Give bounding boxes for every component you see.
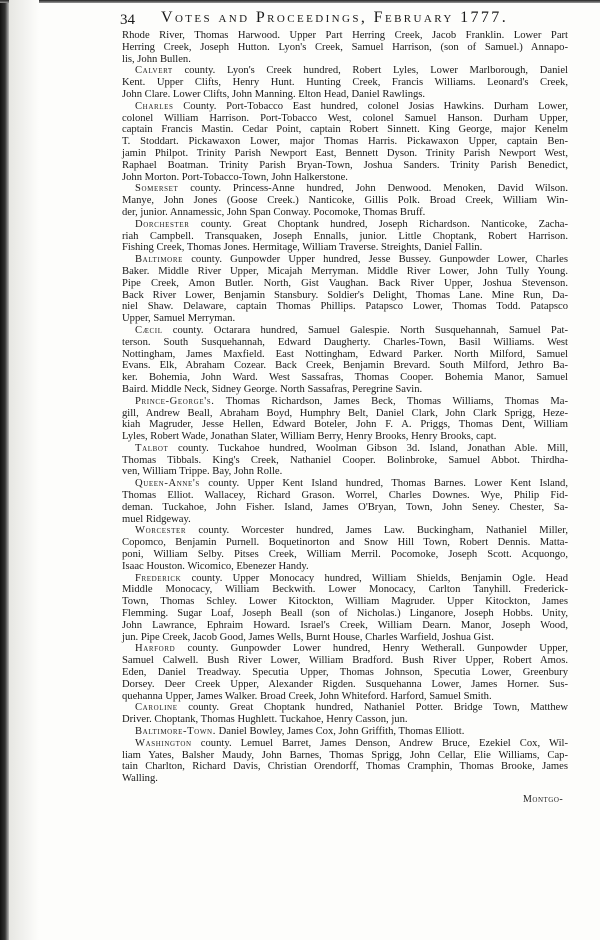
county-heading: Queen-Anne's — [135, 478, 200, 490]
line-text: Kent. Upper Clifts, Henry Hunt. Hunting Creek, Francis Williams. Leonard's Creek, — [122, 77, 568, 89]
text-line — [122, 726, 568, 738]
line-text: county. Great Choptank hundred, Nathaniel Potter. Bridge Town, Matthew — [177, 702, 568, 714]
line-text: Upper, Samuel Merryman. — [122, 313, 236, 325]
text-line — [122, 136, 568, 148]
line-text: Copomco, Benjamin Purnell. Boquetinorton and Snow Hill Town, Robert Dennis. Matta- — [122, 537, 568, 549]
line-text: Dorsey. Deer Creek Upper, Alexander Rigden. Susquehanna Lower, James Horner. Sus- — [122, 678, 568, 690]
text-line — [122, 325, 568, 337]
line-text: Herring Creek, Joseph Hutton. Lyon's Creek, Samuel Harrison, (son of Samuel.) Annapo- — [122, 41, 568, 53]
page-header — [118, 9, 570, 29]
line-text: Flemming. Sugar Loaf, Joseph Beall (son of Nicholas.) Linganore, Joseph Hobbs. Unity, — [122, 608, 568, 620]
line-text: county. Lyon's Creek hundred, Robert Lyles, Lower Marlborough, Daniel — [172, 65, 568, 77]
line-text: niel Shaw. Delaware, captain Thomas Phillips. Patapsco Lower, Thomas Todd. Patapsco — [122, 301, 568, 313]
line-text: gill, Andrew Beall, Abraham Boyd, Humphry Belt, Daniel Clark, John Clark Sprigg, Heze- — [122, 407, 568, 419]
county-heading: Dorchester — [135, 218, 190, 230]
line-text: colonel William Harrison. Port-Tobacco West, colonel Samuel Hanson. Durham Upper, — [122, 112, 568, 124]
text-line — [122, 337, 568, 349]
text-line — [122, 113, 568, 125]
line-text: Fishing Creek, Thomas Jones. Hermitage, William Traverse. Streights, Daniel Fallin. — [122, 242, 483, 254]
line-text: Manye, John Jones (Goose Creek.) Nanticoke, Gillis Polk. Broad Creek, William Win- — [122, 195, 568, 207]
county-paragraph — [122, 101, 568, 184]
line-text: deman. Tuckahoe, John Fisher. Island, James O'Bryan, Town, John Seney. Chester, Sa- — [122, 501, 568, 513]
text-line — [122, 608, 568, 620]
text-line — [122, 561, 568, 573]
text-line — [122, 77, 568, 89]
text-line — [122, 490, 568, 502]
line-text: Back River Lower, Benjamin Stansbury. Soldier's Delight, Thomas Lane. Mine Run, Da- — [122, 289, 568, 301]
running-title: Votes and Proceedings, February 1777. — [161, 9, 509, 26]
line-text: county. Octarara hundred, Samuel Galespie. North Susquehannah, Samuel Pat- — [162, 324, 568, 336]
county-paragraph — [122, 183, 568, 218]
line-text: Middle Monocacy, William Beckwith. Lower Monocacy, Carlton Tanyhill. Frederick- — [122, 584, 568, 596]
line-text: ven, William Trippe. Bay, John Rolle. — [122, 466, 283, 478]
page-number: 34 — [120, 12, 135, 28]
county-heading: Cæcil — [135, 324, 163, 336]
line-text: county. Tuckahoe hundred, Woolman Gibson 3d. Island, Jonathan Able. Mill, — [168, 442, 568, 454]
county-paragraph — [122, 443, 568, 478]
text-line — [122, 714, 568, 726]
county-paragraph — [122, 219, 568, 254]
line-text: Nottingham, James Maxfield. East Nottingham, Edward Parker. North Milford, Samuel — [122, 348, 568, 360]
county-heading: Somerset — [135, 183, 179, 195]
line-text: quehanna Upper, James Walker. Broad Creek, John Whiteford. Harford, Samuel Smith. — [122, 690, 492, 702]
line-text: Town, Thomas Schley. Lower Kitockton, William Magruder. Upper Kitockton, James — [122, 596, 568, 608]
text-line — [122, 278, 568, 290]
line-text: county. Worcester hundred, James Law. Buckingham, Nathaniel Miller, — [186, 525, 568, 537]
county-paragraph — [122, 525, 568, 572]
text-line — [122, 738, 568, 750]
county-heading: Charles — [135, 100, 174, 112]
text-line — [122, 761, 568, 773]
county-paragraph — [122, 396, 568, 443]
line-text: ker. Bohemia, John Ward. West Sassafras, Thomas Cooper. Bohemia Manor, Samuel — [122, 372, 568, 384]
text-line — [122, 643, 568, 655]
text-line — [122, 101, 568, 113]
text-line — [122, 691, 568, 703]
line-text: Lyles, Robert Wade, Jonathan Slater, William Berry, Henry Brooks, Henry Brooks, capt. — [122, 431, 497, 443]
county-paragraph — [122, 573, 568, 644]
text-line — [122, 301, 568, 313]
text-line — [122, 54, 568, 66]
county-paragraph — [122, 254, 568, 325]
text-line — [122, 419, 568, 431]
text-line — [122, 30, 568, 42]
text-line — [122, 231, 568, 243]
text-line — [122, 89, 568, 101]
text-line — [122, 183, 568, 195]
text-line — [122, 584, 568, 596]
line-text: tain Charlton, Richard Davis, Christian Orendorff, Thomas Cramphin, Thomas Brooke, James — [122, 761, 568, 773]
line-text: county. Gunpowder Lower hundred, Henry Wetherall. Gunpowder Upper, — [175, 643, 568, 655]
line-text: terson. South Susquehannah, Edward Daugherty. Charles-Town, Basil Williams. West — [122, 336, 568, 348]
text-line — [122, 219, 568, 231]
line-text: lis, John Bullen. — [122, 53, 191, 65]
line-text: Pipe Creek, Amon Butler. North, Gist Vaughan. Back River Upper, Joshua Stevenson. — [122, 277, 568, 289]
line-text: riah Campbell. Transquaken, Joseph Ennalls, junior. Little Choptank, Robert Harrison. — [122, 230, 568, 242]
text-line — [122, 525, 568, 537]
text-line — [122, 596, 568, 608]
line-text: Raphael Boatman. Trinity Parish Bryan-Town, Joshua Sanders. Trinity Parish Benedict, — [122, 159, 568, 171]
text-line — [122, 455, 568, 467]
line-text: Isaac Houston. Wicomico, Ebenezer Handy. — [122, 560, 309, 572]
county-paragraph — [122, 643, 568, 702]
text-line — [122, 679, 568, 691]
line-text: Walling. — [122, 773, 158, 785]
line-text: Baker. Middle River Upper, Micajah Merryman. Middle River Lower, John Tully Young. — [122, 265, 568, 277]
scan-border-left — [0, 0, 9, 940]
county-paragraph — [122, 325, 568, 396]
county-paragraph — [122, 65, 568, 100]
text-line — [122, 349, 568, 361]
line-text: County. Port-Tobacco East hundred, colonel Josias Hawkins. Durham Lower, — [173, 100, 568, 112]
text-line — [122, 65, 568, 77]
text-line — [122, 266, 568, 278]
county-heading: Talbot — [135, 442, 169, 454]
text-line — [122, 750, 568, 762]
county-paragraph — [122, 738, 568, 785]
county-heading: Calvert — [135, 65, 173, 77]
county-paragraph — [122, 702, 568, 726]
line-text: der, junior. Annamessic, John Span Conway. Pocomoke, Thomas Bruff. — [122, 206, 426, 218]
text-line — [122, 443, 568, 455]
line-text: Eden, Daniel Treadway. Specutia Upper, Thomas Johnson, Specutia Lower, Greenbury — [122, 667, 568, 679]
line-text: muel Ridgeway. — [122, 513, 191, 525]
scan-border-top — [0, 0, 600, 3]
county-paragraph — [122, 726, 568, 738]
line-text: kiah Magruder, Jesse Hellen, Edward Boteler, John F. A. Priggs, Thomas Dent, William — [122, 419, 568, 431]
line-text: jun. Pipe Creek, Jacob Good, James Wells, Burnt House, Charles Warfield, Joshua Gist. — [122, 631, 494, 643]
county-heading: Frederick — [135, 572, 182, 584]
catchword: Montgo- — [523, 794, 564, 805]
text-line — [122, 408, 568, 420]
text-line — [122, 620, 568, 632]
line-text: jamin Philpot. Trinity Parish Newport East, Bennett Dyson. Trinity Parish Newport West, — [122, 147, 568, 159]
line-text: county. Great Choptank hundred, Joseph Richardson. Nanticoke, Zacha- — [189, 218, 568, 230]
line-text: John Morton. Port-Tobacco-Town, John Halkerstone. — [122, 171, 348, 183]
text-line — [122, 242, 568, 254]
line-text: Thomas Elliot. Wallacey, Richard Grason. Worrel, Charles Downes. Wye, Philip Fid- — [122, 490, 568, 502]
text-line — [122, 207, 568, 219]
text-line — [122, 502, 568, 514]
text-line — [122, 667, 568, 679]
line-text: Samuel Calwell. Bush River Lower, William Bradford. Bush River Upper, Robert Amos. — [122, 655, 568, 667]
text-line — [122, 466, 568, 478]
line-text: county. Princess-Anne hundred, John Denwood. Menoken, David Wilson. — [178, 183, 568, 195]
line-text: county. Upper Kent Island hundred, Thomas Barnes. Lower Kent Island, — [199, 478, 568, 490]
line-text: county. Lemuel Barret, James Denson, Andrew Bruce, Ezekiel Cox, Wil- — [191, 737, 568, 749]
text-line — [122, 360, 568, 372]
line-text: T. Stoddart. Pickawaxon Lower, major Thomas Harris. Pickawaxon Upper, captain Ben- — [122, 136, 568, 148]
document-body — [122, 30, 568, 785]
county-heading: Baltimore — [135, 254, 183, 266]
line-text: Rhode River, Thomas Harwood. Upper Part Herring Creek, Jacob Franklin. Lower Part — [122, 30, 568, 41]
line-text: Thomas Richardson, James Beck, Thomas Williams, Thomas Ma- — [214, 395, 568, 407]
text-line — [122, 702, 568, 714]
line-text: captain Francis Mastin. Cedar Point, captain Robert Sinnett. King George, major Kenelm — [122, 124, 568, 136]
text-line — [122, 160, 568, 172]
text-line — [122, 254, 568, 266]
text-line — [122, 478, 568, 490]
line-text: John Clare. Lower Clifts, John Manning. Elton Head, Daniel Rawlings. — [122, 88, 426, 100]
text-line — [122, 124, 568, 136]
text-line — [122, 372, 568, 384]
text-line — [122, 573, 568, 585]
text-line — [122, 773, 568, 785]
line-text: Daniel Bowley, James Cox, John Griffith, Thomas Elliott. — [215, 726, 465, 738]
county-heading: Prince-George's. — [135, 395, 215, 407]
text-line — [122, 431, 568, 443]
text-line — [122, 42, 568, 54]
line-text: Thomas Tibbals. King's Creek, Nathaniel Cooper. Bolinbroke, Samuel Abbot. Thirdha- — [122, 454, 568, 466]
line-text: county. Gunpowder Upper hundred, Jesse Bussey. Gunpowder Lower, Charles — [183, 254, 568, 266]
text-line — [122, 549, 568, 561]
line-text: poni, William Selby. Pitses Creek, William Merril. Pocomoke, Joseph Scott. Acquongo, — [122, 549, 568, 561]
text-line — [122, 290, 568, 302]
county-heading: Caroline — [135, 702, 178, 714]
text-line — [122, 632, 568, 644]
line-text: John Lawrance, Ephraim Howard. Israel's Creek, William Dearn. Manor, Joseph Wood, — [122, 619, 568, 631]
text-line — [122, 537, 568, 549]
county-heading: Harford — [135, 643, 176, 655]
text-line — [122, 195, 568, 207]
county-heading: Worcester — [135, 525, 187, 537]
county-paragraph — [122, 30, 568, 65]
text-line — [122, 313, 568, 325]
text-line — [122, 172, 568, 184]
line-text: Baird. Middle Neck, Sidney George. North Sassafras, Peregrine Savin. — [122, 383, 423, 395]
county-paragraph — [122, 478, 568, 525]
text-line — [122, 148, 568, 160]
county-heading: Baltimore-Town. — [135, 726, 216, 738]
county-heading: Washington — [135, 737, 192, 749]
text-line — [122, 514, 568, 526]
line-text: liam Yates, Balsher Maudy, John Barnes, Thomas Sprigg, John Cellar, Elie Williams, Cap- — [122, 749, 568, 761]
page-gutter-shadow — [9, 0, 39, 940]
line-text: Driver. Choptank, Thomas Hughlett. Tuckahoe, Henry Casson, jun. — [122, 714, 408, 726]
line-text: Evans. Elk, Abraham Cozear. Back Creek, Benjamin Brevard. South Milford, Jethro Ba- — [122, 360, 568, 372]
line-text: county. Upper Monocacy hundred, William Shields, Benjamin Ogle. Head — [181, 572, 568, 584]
text-line — [122, 384, 568, 396]
text-line — [122, 396, 568, 408]
text-line — [122, 655, 568, 667]
